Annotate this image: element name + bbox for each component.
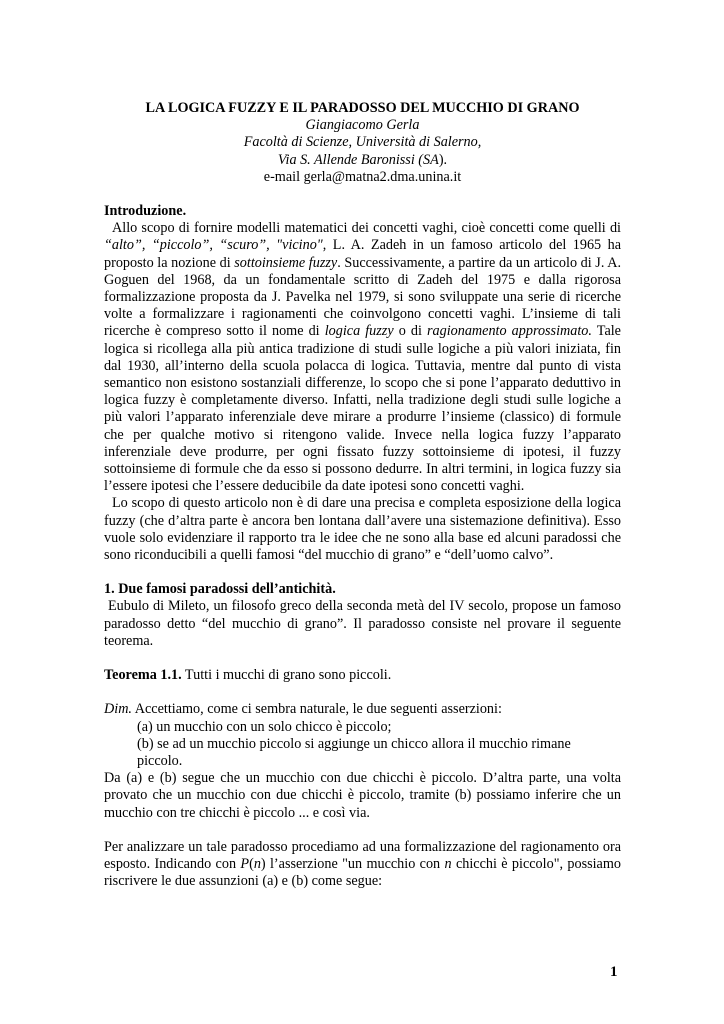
section-heading-intro: Introduzione. bbox=[104, 203, 187, 220]
address: Via S. Allende Baronissi (SA). bbox=[277, 151, 448, 168]
assumption-list bbox=[104, 719, 621, 771]
theorem-1-1: Teorema 1.1. Tutti i mucchi di grano sono piccoli. bbox=[104, 667, 392, 684]
page-number: 1 bbox=[610, 964, 618, 980]
section-heading-1: 1. Due famosi paradossi dell’antichità. bbox=[104, 581, 336, 598]
document-page bbox=[104, 100, 621, 890]
list-item: (b) se ad un mucchio piccolo si aggiunge un chicco allora il mucchio rimane piccolo. bbox=[137, 735, 571, 769]
affiliation: Facoltà di Scienze, Università di Salerno, bbox=[243, 134, 482, 151]
paper-title: LA LOGICA FUZZY E IL PARADOSSO DEL MUCCHIO DI GRANO bbox=[145, 100, 580, 116]
email: e-mail gerla@matna2.dma.unina.it bbox=[263, 168, 462, 185]
intro-paragraph-1: Allo scopo di fornire modelli matematici dei concetti vaghi, cioè concetti come quelli di “alto”, “piccolo”, “scuro”, "vicino", L. A. Zadeh in un famoso articolo del 1965 ha proposto la nozione di sottoinsieme fuzzy. Successivamente, a partire da un articolo di J. A. Goguen del 1968, da un fondamentale scritto di Zadeh del 1975 e dalla rigorosa formalizzazione proposta da J. Pavelka nel 1979, si sono sviluppate una serie di ricerche volte a formalizzare i ragionamenti che coinvolgono concetti vaghi. L’insieme di tali ricerche è compreso sotto il nome di logica fuzzy o di ragionamento approssimato. Tale logica si ricollega alla più antica tradizione di studi sulle logiche a più valori iniziata, fin dal 1930, all’interno della scuola polacca di logica. Tuttavia, mentre dal punto di vista semantico non esistono sostanziali differenze, lo scopo che si pone l’apparato deduttivo in logica fuzzy è completamente diverso. Infatti, nella tradizione degli studi sulle logiche a più valori l’apparato inferenziale deve mirare a produrre l’insieme (classico) di formule che per qualche motivo si ritengono valide. Invece nella logica fuzzy l’apparato inferenziale deve produrre, per ogni fissato fuzzy sottoinsieme di ipotesi, il fuzzy sottoinsieme di formule che da esso si possono dedurre. In altri termini, in logica fuzzy sia l’essere ipotesi che l’essere deducibile da date ipotesi sono concetti vaghi. bbox=[104, 220, 621, 495]
proof: Dim. Accettiamo, come ci sembra naturale, le due seguenti asserzioni: bbox=[104, 701, 502, 718]
author-name: Giangiacomo Gerla bbox=[305, 117, 420, 134]
section1-paragraph-2: Da (a) e (b) segue che un mucchio con due chicchi è piccolo. D’altra parte, una volta provato che un mucchio con due chicchi è piccolo, tramite (b) possiamo inferire che un mucchio con tre chicchi è piccolo ... e così via. bbox=[104, 770, 621, 821]
intro-paragraph-2: Lo scopo di questo articolo non è di dare una precisa e completa esposizione della logica fuzzy (che d’altra parte è ancora ben lontana dall’avere una sistemazione definitiva). Esso vuole solo evidenziare il rapporto tra le idee che ne sono alla base ed alcuni paradossi che sono riconducibili a quelli famosi “del mucchio di grano” e “dell’uomo calvo”. bbox=[104, 495, 621, 564]
paper-header bbox=[104, 100, 621, 186]
section1-paragraph-1: Eubulo di Mileto, un filosofo greco della seconda metà del IV secolo, propose un famoso paradosso detto “del mucchio di grano”. Il paradosso consiste nel provare il seguente teorema. bbox=[104, 598, 621, 649]
list-item: (a) un mucchio con un solo chicco è piccolo; bbox=[137, 718, 392, 735]
section1-paragraph-3: Per analizzare un tale paradosso procediamo ad una formalizzazione del ragionamento ora esposto. Indicando con P(n) l’asserzione "un mucchio con n chicchi è piccolo", possiamo riscrivere le due assunzioni (a) e (b) come segue: bbox=[104, 838, 621, 890]
